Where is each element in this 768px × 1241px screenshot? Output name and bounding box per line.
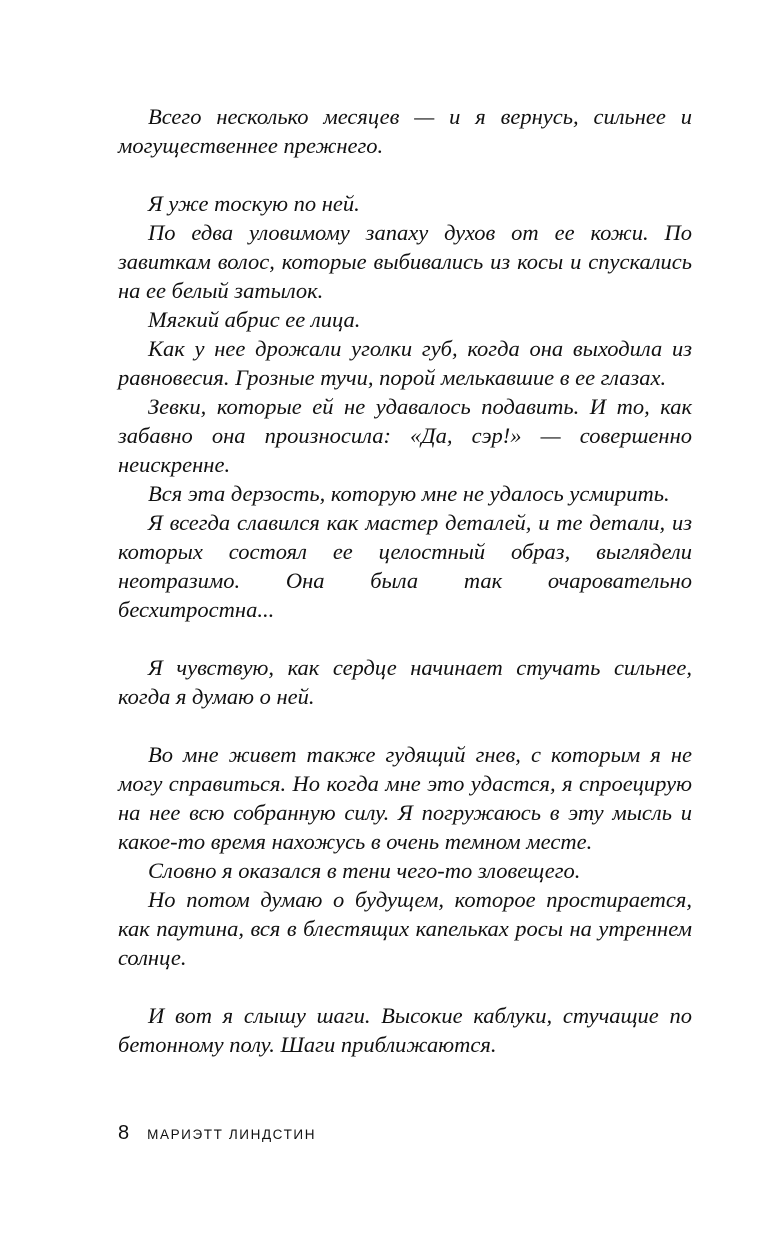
paragraph: Вся эта дерзость, которую мне не удалось усмирить. [148,481,670,506]
page-footer [118,1122,316,1148]
page-number: 8 [118,1122,130,1144]
running-head-author: МАРИЭТТ ЛИНДСТИН [147,1127,317,1142]
paragraph: По едва уловимому запаху духов от ее кожи. По завиткам волос, которые выбивались из косы и спускались на ее белый затылок. [118,220,692,303]
paragraph: И вот я слышу шаги. Высокие каблуки, стучащие по бетонному полу. Шаги приближаются. [118,1003,692,1057]
paragraph: Я всегда славился как мастер деталей, и те детали, из которых состоял ее целостный образ, выглядели неотразимо. Она была так очаровательно бесхитростна... [118,510,692,622]
paragraph: Я чувствую, как сердце начинает стучать сильнее, когда я думаю о ней. [118,655,692,709]
body-text [118,102,692,1059]
paragraph: Зевки, которые ей не удавалось подавить. И то, как забавно она произносила: «Да, сэр!» — совершенно неискренне. [118,394,692,477]
paragraph: Во мне живет также гудящий гнев, с которым я не могу справиться. Но когда мне это удастся, я спроецирую на нее всю собранную силу. Я погружаюсь в эту мысль и какое-то время нахожусь в очень темном месте. [118,742,692,854]
paragraph: Словно я оказался в тени чего-то зловещего. [148,858,581,883]
paragraph: Как у нее дрожали уголки губ, когда она выходила из равновесия. Грозные тучи, порой мелькавшие в ее глазах. [118,336,692,390]
paragraph: Но потом думаю о будущем, которое простирается, как паутина, вся в блестящих капельках росы на утреннем солнце. [118,887,692,970]
paragraph: Всего несколько месяцев — и я вернусь, сильнее и могущественнее прежнего. [118,104,692,158]
paragraph: Я уже тоскую по ней. [148,191,360,216]
paragraph: Мягкий абрис ее лица. [148,307,361,332]
